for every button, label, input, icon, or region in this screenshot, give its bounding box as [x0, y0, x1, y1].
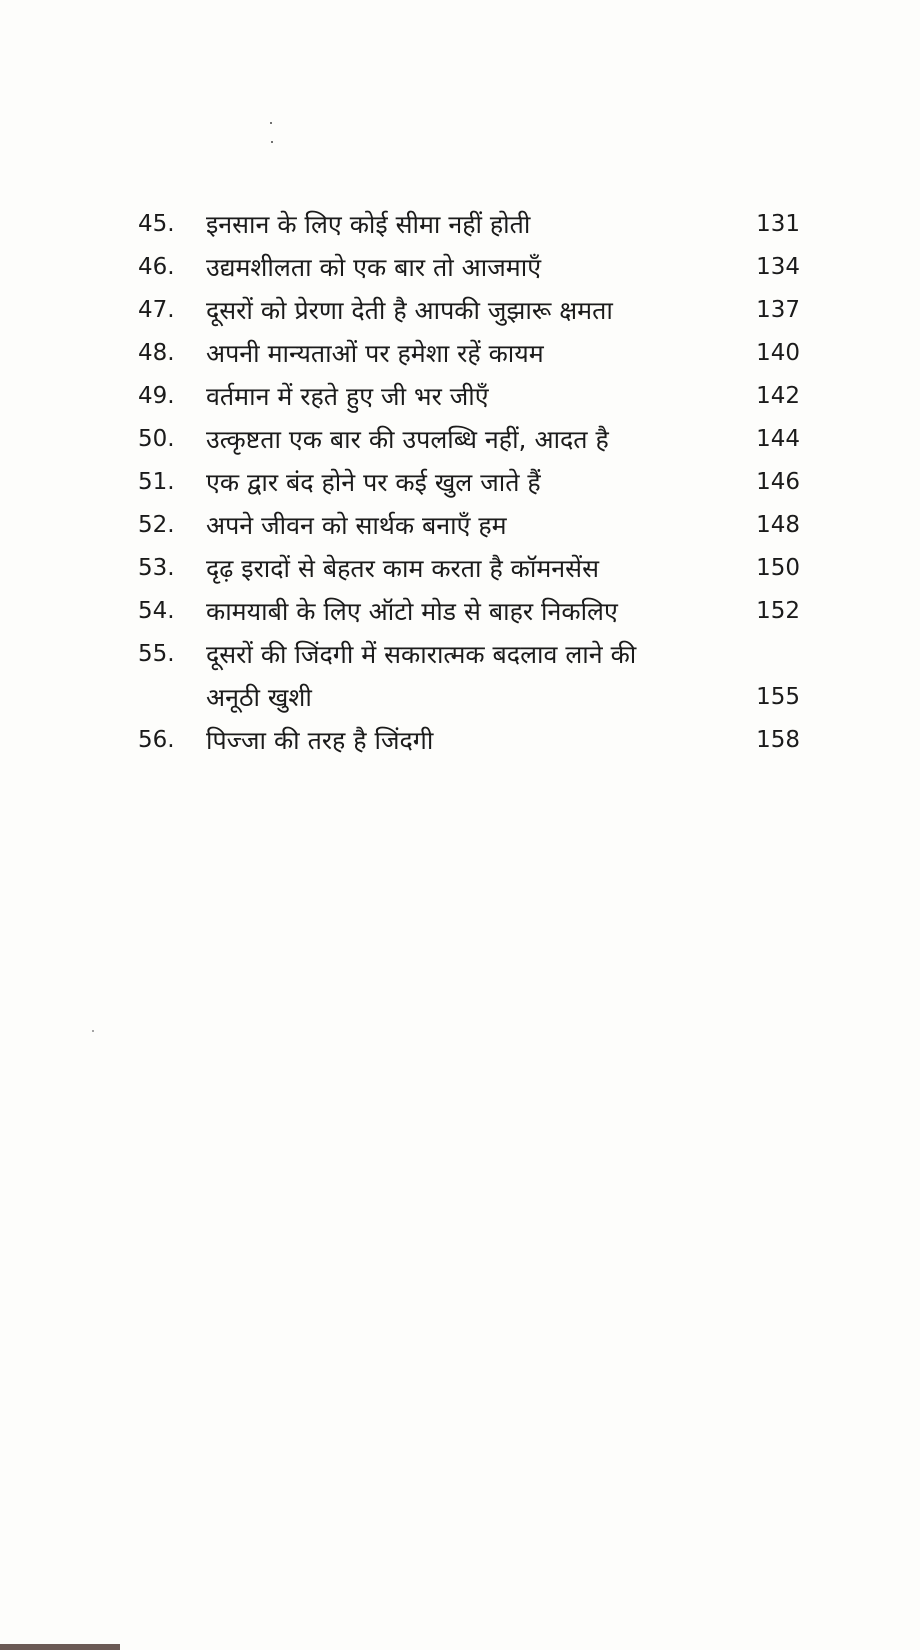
entry-page-number: 134: [756, 254, 800, 280]
entry-title: दूसरों को प्रेरणा देती है आपकी जुझारू क्षमता: [206, 296, 613, 325]
entry-number: 55.: [138, 641, 175, 667]
entry-page-number: 155: [756, 684, 800, 710]
entry-page-number: 140: [756, 340, 800, 366]
entry-number: 52.: [138, 512, 175, 538]
ink-speck: [270, 122, 272, 124]
toc-entry[interactable]: [138, 633, 800, 676]
entry-number: 51.: [138, 469, 175, 495]
ink-speck: [92, 1030, 94, 1032]
toc-entry[interactable]: [138, 461, 800, 504]
entry-title: वर्तमान में रहते हुए जी भर जीएँ: [206, 382, 489, 411]
entry-title: इनसान के लिए कोई सीमा नहीं होती: [206, 210, 531, 239]
toc-entry[interactable]: [138, 332, 800, 375]
entry-page-number: 144: [756, 426, 800, 452]
entry-number: 56.: [138, 727, 175, 753]
toc-entry[interactable]: [138, 375, 800, 418]
entry-title: उद्यमशीलता को एक बार तो आजमाएँ: [206, 253, 542, 282]
entry-title-continuation: अनूठी खुशी: [206, 683, 312, 712]
entry-title: उत्कृष्टता एक बार की उपलब्धि नहीं, आदत है: [206, 425, 609, 454]
entry-number: 50.: [138, 426, 175, 452]
toc-entry[interactable]: [138, 547, 800, 590]
entry-title: पिज्जा की तरह है जिंदगी: [206, 726, 434, 755]
entry-number: 47.: [138, 297, 175, 323]
entry-page-number: 146: [756, 469, 800, 495]
entry-number: 46.: [138, 254, 175, 280]
toc-entry-continuation[interactable]: [138, 676, 800, 719]
entry-number: 54.: [138, 598, 175, 624]
toc-entry[interactable]: [138, 246, 800, 289]
entry-title: एक द्वार बंद होने पर कई खुल जाते हैं: [206, 468, 541, 497]
entry-page-number: 142: [756, 383, 800, 409]
page-edge-shadow: [0, 1644, 120, 1650]
entry-page-number: 158: [756, 727, 800, 753]
entry-page-number: 152: [756, 598, 800, 624]
entry-page-number: 131: [756, 211, 800, 237]
table-of-contents: [138, 203, 800, 762]
toc-entry[interactable]: [138, 418, 800, 461]
entry-number: 49.: [138, 383, 175, 409]
toc-entry[interactable]: [138, 504, 800, 547]
entry-title: अपने जीवन को सार्थक बनाएँ हम: [206, 511, 507, 540]
entry-title: अपनी मान्यताओं पर हमेशा रहें कायम: [206, 339, 544, 368]
toc-entry[interactable]: [138, 719, 800, 762]
entry-number: 53.: [138, 555, 175, 581]
toc-entry[interactable]: [138, 203, 800, 246]
toc-entry[interactable]: [138, 590, 800, 633]
entry-title: दृढ़ इरादों से बेहतर काम करता है कॉमनसेंस: [206, 554, 599, 583]
entry-number: 48.: [138, 340, 175, 366]
ink-speck: [271, 141, 273, 143]
entry-title: दूसरों की जिंदगी में सकारात्मक बदलाव लाने की: [206, 640, 637, 669]
entry-title: कामयाबी के लिए ऑटो मोड से बाहर निकलिए: [206, 597, 618, 626]
toc-entry[interactable]: [138, 289, 800, 332]
entry-page-number: 137: [756, 297, 800, 323]
entry-page-number: 148: [756, 512, 800, 538]
entry-page-number: 150: [756, 555, 800, 581]
entry-number: 45.: [138, 211, 175, 237]
